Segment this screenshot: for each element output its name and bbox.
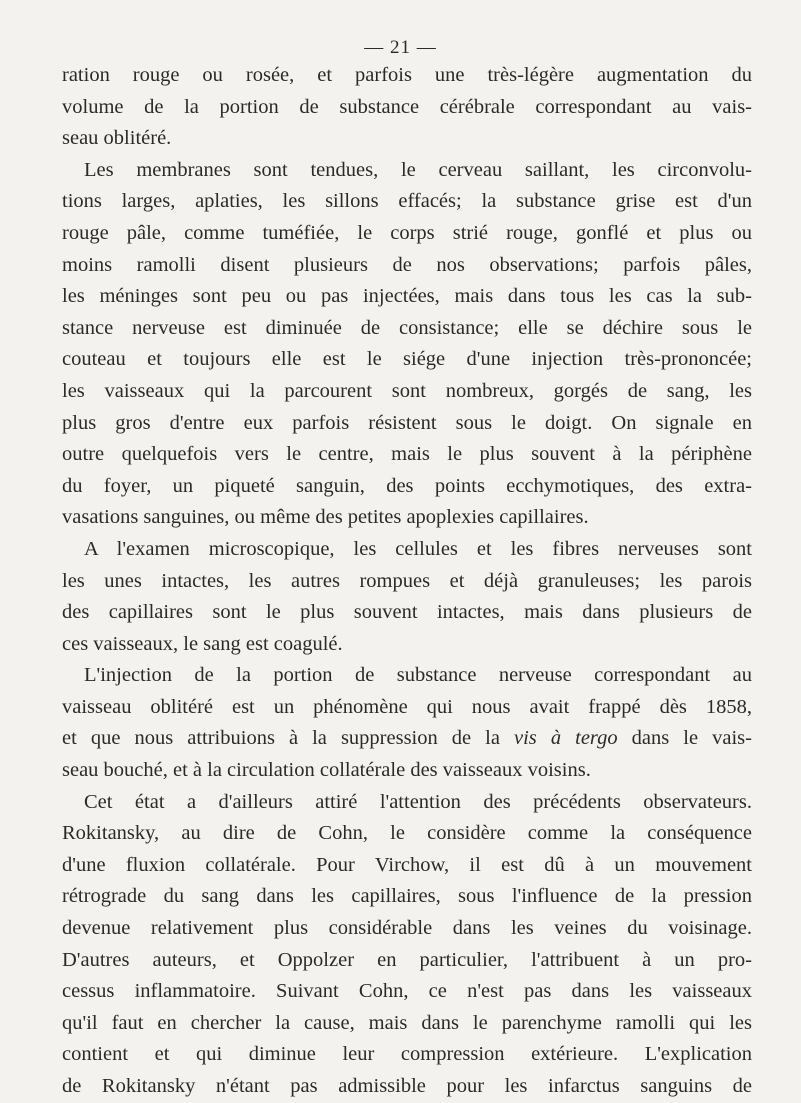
- text-line: outre quelquefois vers le centre, mais le plus souvent à la périphène: [62, 443, 752, 466]
- text-segment: dans le vais-: [617, 727, 752, 750]
- text-line: Cet état a d'ailleurs attiré l'attention des précédents observateurs.: [84, 790, 752, 813]
- text-line: L'injection de la portion de substance nerveuse correspondant au: [84, 664, 752, 687]
- text-line: ces vaisseaux, le sang est coagulé.: [62, 632, 343, 655]
- text-line: qu'il faut en chercher la cause, mais dans le parenchyme ramolli qui les: [62, 1011, 752, 1034]
- text-line: vasations sanguines, ou même des petites apoplexies capillaires.: [62, 506, 589, 529]
- text-line: contient et qui diminue leur compression extérieure. L'explication: [62, 1043, 752, 1066]
- text-line: cessus inflammatoire. Suivant Cohn, ce n'est pas dans les vaisseaux: [62, 980, 752, 1003]
- text-line: Les membranes sont tendues, le cerveau saillant, les circonvolu-: [84, 158, 752, 181]
- text-segment: et que nous attribuions à la suppression de la: [62, 727, 515, 750]
- text-line: plus gros d'entre eux parfois résistent sous le doigt. On signale en: [62, 411, 752, 434]
- text-line: Rokitansky, au dire de Cohn, le considère comme la conséquence: [62, 822, 752, 845]
- text-line: tions larges, aplaties, les sillons effacés; la substance grise est d'un: [62, 190, 752, 213]
- text-line: A l'examen microscopique, les cellules et les fibres nerveuses sont: [84, 537, 752, 560]
- text-line: des capillaires sont le plus souvent intactes, mais dans plusieurs de: [62, 601, 752, 624]
- text-line: du foyer, un piqueté sanguin, des points ecchymotiques, des extra-: [62, 474, 752, 497]
- text-line: de Rokitansky n'étant pas admissible pour les infarctus sanguins de: [62, 1075, 752, 1097]
- text-line: rétrograde du sang dans les capillaires, sous l'influence de la pression: [62, 885, 752, 908]
- text-line: rouge pâle, comme tuméfiée, le corps strié rouge, gonflé et plus ou: [62, 221, 752, 244]
- italic-phrase: vis à tergo: [514, 727, 618, 750]
- text-line: stance nerveuse est diminuée de consistance; elle se déchire sous le: [62, 316, 752, 339]
- text-line: couteau et toujours elle est le siége d'une injection très-prononcée;: [62, 348, 752, 371]
- text-line: [62, 723, 752, 755]
- text-line: les vaisseaux qui la parcourent sont nombreux, gorgés de sang, les: [62, 379, 752, 402]
- text-line: D'autres auteurs, et Oppolzer en particulier, l'attribuent à un pro-: [62, 948, 752, 971]
- page-number: — 21 —: [364, 37, 437, 58]
- text-line: seau oblitéré.: [62, 127, 172, 150]
- text-line: moins ramolli disent plusieurs de nos observations; parfois pâles,: [62, 253, 752, 276]
- text-line: les unes intactes, les autres rompues et déjà granuleuses; les parois: [62, 569, 752, 592]
- text-line: ration rouge ou rosée, et parfois une très-légère augmentation du: [62, 64, 752, 86]
- text-line: devenue relativement plus considérable dans les veines du voisinage.: [62, 917, 752, 940]
- text-line: vaisseau oblitéré est un phénomène qui nous avait frappé dès 1858,: [62, 695, 752, 718]
- body-text: [62, 60, 752, 1103]
- text-line: seau bouché, et à la circulation collatérale des vaisseaux voisins.: [62, 759, 591, 782]
- text-line: volume de la portion de substance cérébrale correspondant au vais-: [62, 95, 752, 118]
- text-line: les méninges sont peu ou pas injectées, mais dans tous les cas la sub-: [62, 285, 752, 308]
- text-line: d'une fluxion collatérale. Pour Virchow, il est dû à un mouvement: [62, 853, 752, 876]
